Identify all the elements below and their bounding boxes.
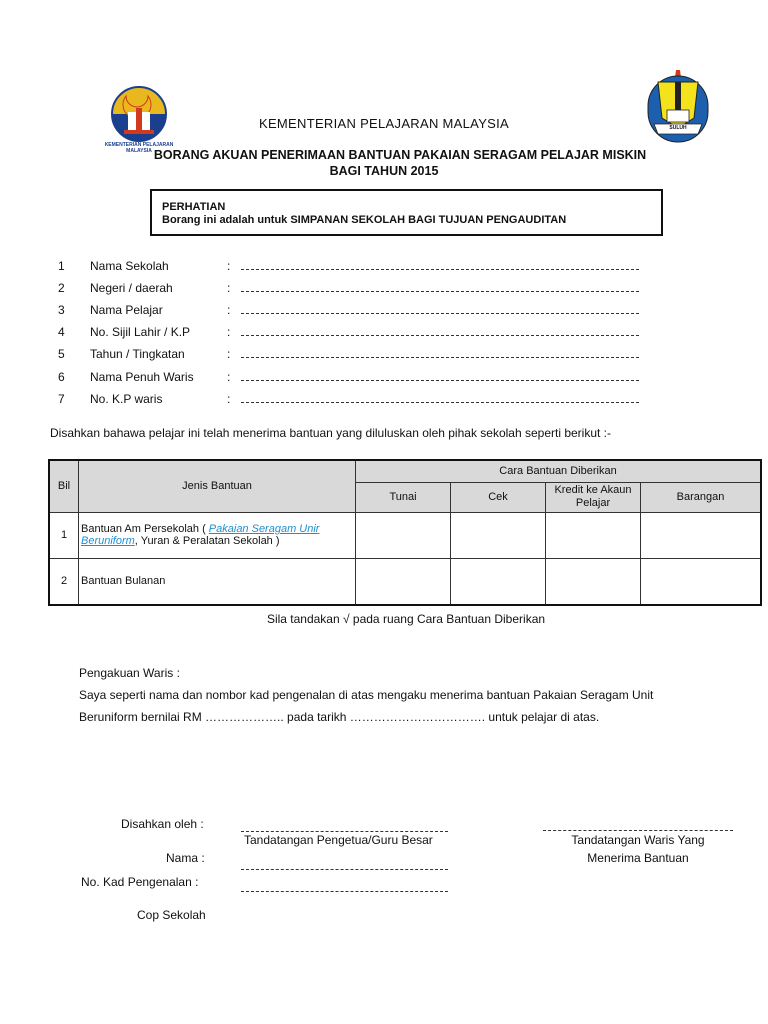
declaration-heading: Pengakuan Waris : [79,666,180,680]
field-fill-line[interactable] [241,306,639,314]
field-number: 3 [58,303,65,317]
guardian-signature-line[interactable] [543,830,733,831]
cek-checkbox-cell[interactable] [451,558,546,605]
form-title: BORANG AKUAN PENERIMAAN BANTUAN PAKAIAN SERAGAM PELAJAR MISKIN [153,148,647,162]
field-fill-line[interactable] [241,395,639,403]
table-row [49,558,761,605]
field-fill-line[interactable] [241,284,639,292]
confirmation-text: Disahkan bahawa pelajar ini telah menerima bantuan yang diluluskan oleh pihak sekolah seperti berikut :- [50,426,612,440]
school-crest-logo [642,68,714,144]
field-label: No. K.P waris [90,392,163,406]
field-row [0,303,768,325]
field-colon: : [227,303,231,317]
school-stamp-label: Cop Sekolah [137,908,206,922]
notice-box [150,189,663,236]
header-jenis-bantuan: Jenis Bantuan [79,460,356,512]
tunai-checkbox-cell[interactable] [356,512,451,558]
guardian-signature-caption-2: Menerima Bantuan [587,851,689,865]
declaration-line-2: Beruniform bernilai RM ……………….. pada tarikh ……………………………. untuk pelajar di atas. [79,710,600,724]
field-colon: : [227,347,231,361]
name-fill-line[interactable] [241,869,448,870]
field-number: 1 [58,259,65,273]
field-number: 2 [58,281,65,295]
row-description: Bantuan Bulanan [79,558,356,605]
verified-by-label: Disahkan oleh : [121,817,204,831]
row-desc-suffix: , Yuran & Peralatan Sekolah ) [134,535,280,547]
field-fill-line[interactable] [241,350,639,358]
field-colon: : [227,370,231,384]
field-number: 7 [58,392,65,406]
guardian-signature-caption-1: Tandatangan Waris Yang [571,833,705,847]
field-number: 5 [58,347,65,361]
field-label: Tahun / Tingkatan [90,347,185,361]
header-kredit: Kredit ke Akaun Pelajar [546,482,641,512]
field-row [0,281,768,303]
field-label: Nama Sekolah [90,259,169,273]
field-label: Nama Pelajar [90,303,163,317]
crest-motto: SULUH [669,125,687,131]
barangan-checkbox-cell[interactable] [641,512,762,558]
header-cek: Cek [451,482,546,512]
row-desc-prefix: Bantuan Am Persekolah ( [81,523,209,535]
barangan-checkbox-cell[interactable] [641,558,762,605]
field-label: No. Sijil Lahir / K.P [90,325,191,339]
field-fill-line[interactable] [241,328,639,336]
field-colon: : [227,392,231,406]
field-label: Negeri / daerah [90,281,173,295]
kredit-checkbox-cell[interactable] [546,558,641,605]
row-number: 2 [49,558,79,605]
name-label: Nama : [166,851,205,865]
field-number: 6 [58,370,65,384]
row-number: 1 [49,512,79,558]
notice-heading: PERHATIAN [162,201,226,213]
assistance-table [48,459,762,606]
notice-text: Borang ini adalah untuk SIMPANAN SEKOLAH BAGI TUJUAN PENGAUDITAN [162,214,567,226]
header-bil: Bil [49,460,79,512]
ic-label: No. Kad Pengenalan : [81,875,199,889]
field-label: Nama Penuh Waris [90,370,194,384]
header-barangan: Barangan [641,482,762,512]
ministry-title: KEMENTERIAN PELAJARAN MALAYSIA [258,116,510,131]
tunai-checkbox-cell[interactable] [356,558,451,605]
ic-fill-line[interactable] [241,891,448,892]
principal-signature-line[interactable] [241,831,448,832]
uniform-link[interactable]: Pakaian Seragam Unir Beruniform [81,523,320,547]
field-row [0,370,768,392]
field-colon: : [227,281,231,295]
field-row [0,392,768,414]
cek-checkbox-cell[interactable] [451,512,546,558]
declaration-line-1: Saya seperti nama dan nombor kad pengenalan di atas mengaku menerima bantuan Pakaian Seragam Unit [79,688,654,702]
principal-signature-caption: Tandatangan Pengetua/Guru Besar [244,833,433,847]
header-cara-bantuan: Cara Bantuan Diberikan [356,460,762,482]
form-year: BAGI TAHUN 2015 [329,164,439,178]
table-row [49,512,761,558]
kredit-checkbox-cell[interactable] [546,512,641,558]
header-tunai: Tunai [356,482,451,512]
field-row [0,259,768,281]
field-row [0,347,768,369]
field-colon: : [227,325,231,339]
field-fill-line[interactable] [241,262,639,270]
field-colon: : [227,259,231,273]
seal-text: KEMENTERIAN PELAJARAN MALAYSIA [104,142,174,154]
field-row [0,325,768,347]
field-fill-line[interactable] [241,373,639,381]
tick-instruction: Sila tandakan √ pada ruang Cara Bantuan Diberikan [266,612,546,626]
field-number: 4 [58,325,65,339]
row-description [79,512,356,558]
